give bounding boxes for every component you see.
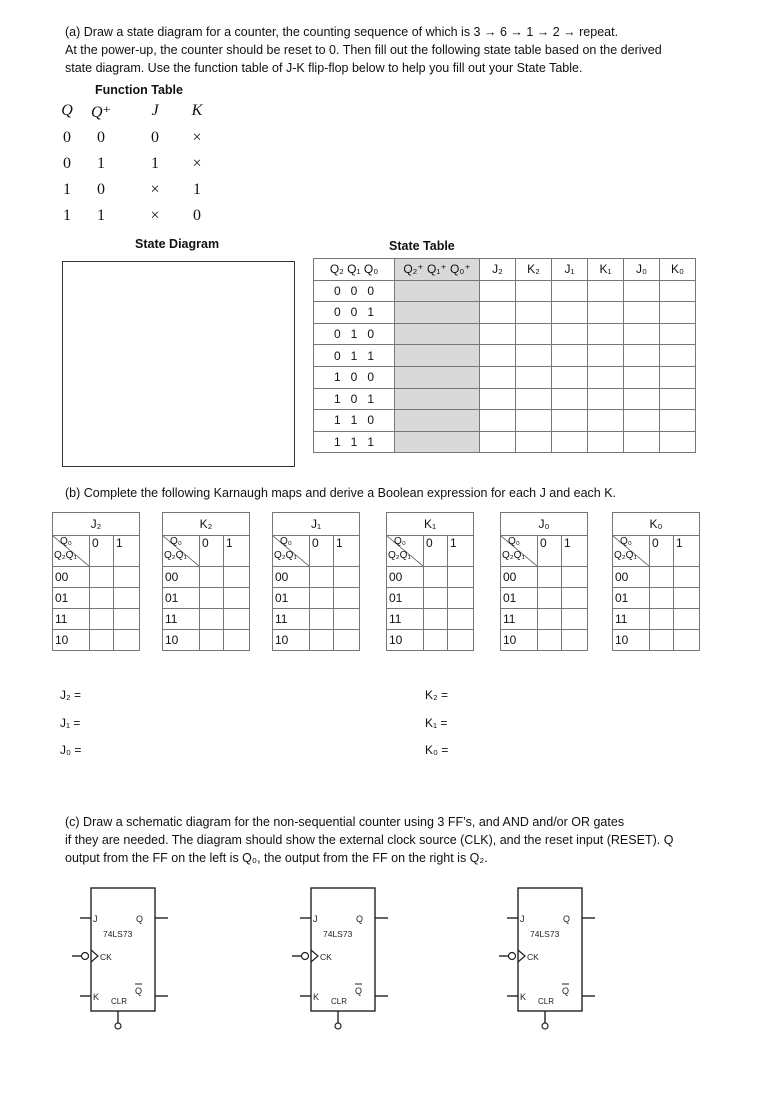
ff-qbar-label: Q [355,986,363,996]
kmap-cell[interactable] [562,588,588,609]
kmap-cell[interactable] [114,567,140,588]
st-header: Q₂⁺ Q₁⁺ Q₀⁺ [395,259,480,281]
state-diagram-title: State Diagram [135,237,220,251]
st-header: K₀ [660,259,696,281]
st-cell[interactable] [480,431,516,453]
st-cell[interactable] [588,323,624,345]
kmap-row-label: 01 [163,588,200,609]
kmap-col-label: 0 [310,536,334,567]
ff-body [311,888,375,1011]
kmap-cell[interactable] [674,609,700,630]
kmap-q0-label: Q₀ [508,536,520,547]
kmap-row [387,630,474,651]
kmap-row-label: 00 [163,567,200,588]
kmap-cell[interactable] [334,609,360,630]
st-cell[interactable] [660,345,696,367]
st-cell[interactable] [516,302,552,324]
ft-cell: 1 [151,155,159,172]
st-cell[interactable] [552,345,588,367]
st-cell[interactable] [516,410,552,432]
ff-q-label: Q [563,914,571,924]
kmap-row-label: 00 [53,567,90,588]
kmap-col-label: 0 [200,536,224,567]
ft-cell: × [150,207,160,224]
kmap-cell[interactable] [334,567,360,588]
kmap-cell[interactable] [650,609,674,630]
st-cell[interactable] [552,366,588,388]
st-cell[interactable] [552,410,588,432]
kmap-cell[interactable] [224,630,250,651]
ff-chip-label: 74LS73 [530,929,560,939]
ff-clr-label: CLR [111,997,128,1006]
kmap-q0-label: Q₀ [620,536,632,547]
kmap-row-label: 10 [613,630,650,651]
kmap-col-label: 1 [562,536,588,567]
kmap-row-label: 11 [387,609,424,630]
st-cell[interactable] [660,323,696,345]
kmap-row [163,588,250,609]
st-state: 1 1 1 [314,431,395,453]
st-cell[interactable] [660,388,696,410]
kmap-col-label: 0 [650,536,674,567]
ft-cell: 0 [151,129,159,146]
kmap-cell[interactable] [334,630,360,651]
kmap-row-label: 00 [273,567,310,588]
st-cell[interactable] [588,431,624,453]
st-cell[interactable] [660,431,696,453]
kmap-row [53,567,140,588]
st-cell[interactable] [660,366,696,388]
kmap [52,512,140,651]
table-row [314,323,696,345]
kmap-row [273,630,360,651]
kmap-corner [387,536,424,567]
ff-k-label: K [93,992,100,1002]
ff-qbar-label: Q [135,986,143,996]
kmap-q2q1-label: Q₂Q₁ [54,550,77,561]
jk-flipflop[interactable] [290,882,400,1032]
ft-cell: × [150,181,160,198]
ff-j-label: J [313,914,318,924]
st-cell[interactable] [552,431,588,453]
st-state: 0 1 0 [314,323,395,345]
st-state: 0 1 1 [314,345,395,367]
st-cell[interactable] [552,302,588,324]
kmap-cell[interactable] [90,588,114,609]
function-table-title: Function Table [95,83,183,97]
kmap-row [273,609,360,630]
kmap-row [163,567,250,588]
eq-j0: J₀ = [60,743,82,757]
st-cell[interactable] [624,280,660,302]
st-cell[interactable] [588,366,624,388]
ff-clr-label: CLR [538,997,555,1006]
table-row [314,302,696,324]
part-a-line3: state diagram. Use the function table of J-K flip-flop below to help you fill out your State Table. [65,61,583,75]
part-b-text: (b) Complete the following Karnaugh maps and derive a Boolean expression for each J and each K. [65,486,617,500]
ft-cell: 1 [97,155,105,172]
st-cell[interactable] [624,323,660,345]
st-cell[interactable] [480,410,516,432]
st-cell[interactable] [516,388,552,410]
kmap-row [613,630,700,651]
st-state: 1 1 0 [314,410,395,432]
kmap-col-label: 1 [114,536,140,567]
kmap [386,512,474,651]
state-table-header-row [314,259,696,281]
kmap-corner [163,536,200,567]
st-cell[interactable] [624,302,660,324]
st-header: K₂ [516,259,552,281]
kmap-row [163,609,250,630]
kmap-cell[interactable] [424,567,448,588]
table-row [314,388,696,410]
st-cell[interactable] [552,388,588,410]
kmap-cell[interactable] [200,609,224,630]
ft-cell: 0 [97,129,105,146]
kmap-q2q1-label: Q₂Q₁ [388,550,411,561]
kmap-title: K₂ [163,513,250,536]
st-cell[interactable] [624,366,660,388]
st-cell[interactable] [516,366,552,388]
st-cell[interactable] [552,280,588,302]
st-cell[interactable] [588,388,624,410]
ff-clr-bubble [115,1023,121,1029]
st-cell[interactable] [516,280,552,302]
kmap-cell[interactable] [562,630,588,651]
table-row [314,366,696,388]
ff-body [518,888,582,1011]
kmap-cell[interactable] [310,630,334,651]
table-row [314,345,696,367]
eq-k0: K₀ = [425,743,449,757]
st-header: J₂ [480,259,516,281]
st-next-cell[interactable] [395,302,480,324]
part-a-line1: (a) Draw a state diagram for a counter, the counting sequence of which is 3 → 6 → 1 → 2 → repeat. [65,25,619,39]
kmap-cell[interactable] [538,630,562,651]
kmap-row-label: 00 [387,567,424,588]
kmap-q0-label: Q₀ [60,536,72,547]
part-c-line1: (c) Draw a schematic diagram for the non-sequential counter using 3 FF’s, and AND and/or OR gates [65,815,625,829]
kmap-row-label: 01 [387,588,424,609]
kmap-q0-label: Q₀ [280,536,292,547]
kmap-row [273,588,360,609]
kmap-row-label: 11 [613,609,650,630]
ft-cell: 1 [193,181,201,198]
ff-j-label: J [93,914,98,924]
eq-k2: K₂ = [425,688,449,702]
kmap-row [613,588,700,609]
kmap-row [163,630,250,651]
kmap-cell[interactable] [200,630,224,651]
kmap-row-label: 00 [613,567,650,588]
state-table-title: State Table [389,239,455,253]
kmap-corner [613,536,650,567]
kmap-row [273,567,360,588]
kmap-cell[interactable] [90,609,114,630]
kmap-row-label: 01 [273,588,310,609]
kmap-cell[interactable] [224,567,250,588]
kmap-col-label: 0 [538,536,562,567]
kmap [162,512,250,651]
kmap-row [53,630,140,651]
state-table [313,258,696,453]
kmap-row-label: 00 [501,567,538,588]
kmap-col-label: 1 [224,536,250,567]
kmap-title: K₁ [387,513,474,536]
kmap-cell[interactable] [114,630,140,651]
st-header: J₀ [624,259,660,281]
st-state: 0 0 0 [314,280,395,302]
kmap-cell[interactable] [200,567,224,588]
kmap-cell[interactable] [562,567,588,588]
ft-cell: 0 [63,155,71,172]
ft-cell: 0 [63,129,71,146]
st-state: 1 0 1 [314,388,395,410]
kmap-title: J₀ [501,513,588,536]
table-row [314,280,696,302]
st-cell[interactable] [480,345,516,367]
kmap-row [387,588,474,609]
kmap-row [613,609,700,630]
st-cell[interactable] [588,345,624,367]
eq-j1: J₁ = [60,716,81,730]
kmap-col-label: 0 [90,536,114,567]
part-a-line2: At the power-up, the counter should be reset to 0. Then fill out the following state table based on the derived [65,43,662,57]
ff-k-label: K [520,992,527,1002]
ff-chip-label: 74LS73 [103,929,133,939]
kmap-cell[interactable] [200,588,224,609]
kmap-col-label: 1 [674,536,700,567]
kmap-cell[interactable] [424,588,448,609]
kmap-row [501,588,588,609]
kmap-cell[interactable] [650,567,674,588]
kmap-row [501,630,588,651]
ff-ck-label: CK [527,952,539,962]
kmap-cell[interactable] [424,609,448,630]
kmap-col-label: 1 [448,536,474,567]
ff-ck-label: CK [320,952,332,962]
kmap-cell[interactable] [448,630,474,651]
st-next-cell[interactable] [395,323,480,345]
kmap-row [53,609,140,630]
table-row [314,410,696,432]
kmap-row-label: 11 [501,609,538,630]
eq-k1: K₁ = [425,716,448,730]
kmap-cell[interactable] [562,609,588,630]
ff-clr-label: CLR [331,997,348,1006]
kmap-row-label: 10 [53,630,90,651]
jk-flipflop[interactable] [70,882,180,1032]
kmap-row-label: 10 [501,630,538,651]
st-cell[interactable] [588,302,624,324]
kmap-cell[interactable] [310,609,334,630]
kmap-cell[interactable] [114,588,140,609]
kmap-cell[interactable] [448,609,474,630]
ft-cell: 1 [63,181,71,198]
kmap-row-label: 01 [53,588,90,609]
kmap-row-label: 11 [163,609,200,630]
st-cell[interactable] [588,280,624,302]
kmap-row [387,567,474,588]
ff-clr-bubble [335,1023,341,1029]
st-cell[interactable] [516,431,552,453]
ff-k-label: K [313,992,320,1002]
st-cell[interactable] [660,280,696,302]
st-cell[interactable] [516,323,552,345]
ft-header: J [151,102,159,119]
ff-q-label: Q [356,914,364,924]
st-next-cell[interactable] [395,280,480,302]
kmap-row-label: 10 [163,630,200,651]
kmap-q2q1-label: Q₂Q₁ [164,550,187,561]
st-cell[interactable] [552,323,588,345]
ft-header: Q⁺ [91,104,111,121]
kmap-row-label: 10 [387,630,424,651]
st-cell[interactable] [516,345,552,367]
kmap-cell[interactable] [650,588,674,609]
kmap-row [501,609,588,630]
ft-cell: 1 [63,207,71,224]
ft-cell: 1 [97,207,105,224]
kmap-row [53,588,140,609]
kmap-cell[interactable] [224,588,250,609]
kmap-row [387,609,474,630]
kmap-cell[interactable] [538,609,562,630]
ff-chip-label: 74LS73 [323,929,353,939]
kmap-cell[interactable] [538,567,562,588]
kmap-cell[interactable] [538,588,562,609]
kmap-corner [501,536,538,567]
st-cell[interactable] [624,345,660,367]
kmap-cell[interactable] [90,567,114,588]
jk-flipflop[interactable] [497,882,607,1032]
kmap-cell[interactable] [674,588,700,609]
st-cell[interactable] [480,366,516,388]
kmap-row-label: 01 [613,588,650,609]
st-cell[interactable] [480,388,516,410]
kmap-cell[interactable] [448,588,474,609]
st-cell[interactable] [660,302,696,324]
kmap-cell[interactable] [224,609,250,630]
kmap-cell[interactable] [90,630,114,651]
kmap-cell[interactable] [650,630,674,651]
ff-body [91,888,155,1011]
ft-cell: 0 [97,181,105,198]
kmap-q0-label: Q₀ [394,536,406,547]
kmap-title: K₀ [613,513,700,536]
eq-j2: J₂ = [60,688,81,702]
kmap-q2q1-label: Q₂Q₁ [614,550,637,561]
kmap-q0-label: Q₀ [170,536,182,547]
kmap-cell[interactable] [310,588,334,609]
kmap-cell[interactable] [310,567,334,588]
st-header: K₁ [588,259,624,281]
ff-ck-label: CK [100,952,112,962]
kmap-title: J₂ [53,513,140,536]
kmap [272,512,360,651]
st-cell[interactable] [660,410,696,432]
ft-cell: × [192,129,202,146]
kmap-row-label: 11 [53,609,90,630]
part-c-line2: if they are needed. The diagram should show the external clock source (CLK), and the reset input (RESET). Q [65,833,674,847]
st-cell[interactable] [624,388,660,410]
st-cell[interactable] [624,431,660,453]
kmap [500,512,588,651]
ff-ck-bubble [82,953,89,960]
kmap-q2q1-label: Q₂Q₁ [274,550,297,561]
kmap-corner [273,536,310,567]
st-next-cell[interactable] [395,431,480,453]
st-state: 1 0 0 [314,366,395,388]
ff-clr-bubble [542,1023,548,1029]
ft-header: K [191,102,203,119]
kmap-row-label: 11 [273,609,310,630]
kmap-row-label: 01 [501,588,538,609]
st-header: Q₂ Q₁ Q₀ [314,259,395,281]
kmap-col-label: 1 [334,536,360,567]
ft-header: Q [61,102,73,119]
kmap-corner [53,536,90,567]
kmap-cell[interactable] [674,567,700,588]
part-c-line3: output from the FF on the left is Q₀, the output from the FF on the right is Q₂. [65,851,488,865]
table-row [314,431,696,453]
st-cell[interactable] [480,302,516,324]
kmap-cell[interactable] [114,609,140,630]
ff-ck-bubble [302,953,309,960]
kmap-row-label: 10 [273,630,310,651]
kmap-col-label: 0 [424,536,448,567]
kmap-cell[interactable] [448,567,474,588]
state-diagram-box[interactable] [62,261,295,467]
ff-q-label: Q [136,914,144,924]
ff-ck-bubble [509,953,516,960]
kmap-row [501,567,588,588]
kmap-cell[interactable] [334,588,360,609]
st-cell[interactable] [480,280,516,302]
st-next-cell[interactable] [395,410,480,432]
st-state: 0 0 1 [314,302,395,324]
kmap-title: J₁ [273,513,360,536]
kmap-q2q1-label: Q₂Q₁ [502,550,525,561]
ff-qbar-label: Q [562,986,570,996]
st-header: J₁ [552,259,588,281]
st-next-cell[interactable] [395,388,480,410]
kmap-cell[interactable] [424,630,448,651]
ft-cell: 0 [193,207,201,224]
st-cell[interactable] [480,323,516,345]
st-cell[interactable] [624,410,660,432]
kmap-cell[interactable] [674,630,700,651]
st-cell[interactable] [588,410,624,432]
st-next-cell[interactable] [395,345,480,367]
kmap-row [613,567,700,588]
ff-j-label: J [520,914,525,924]
ft-cell: × [192,155,202,172]
kmap [612,512,700,651]
st-next-cell[interactable] [395,366,480,388]
